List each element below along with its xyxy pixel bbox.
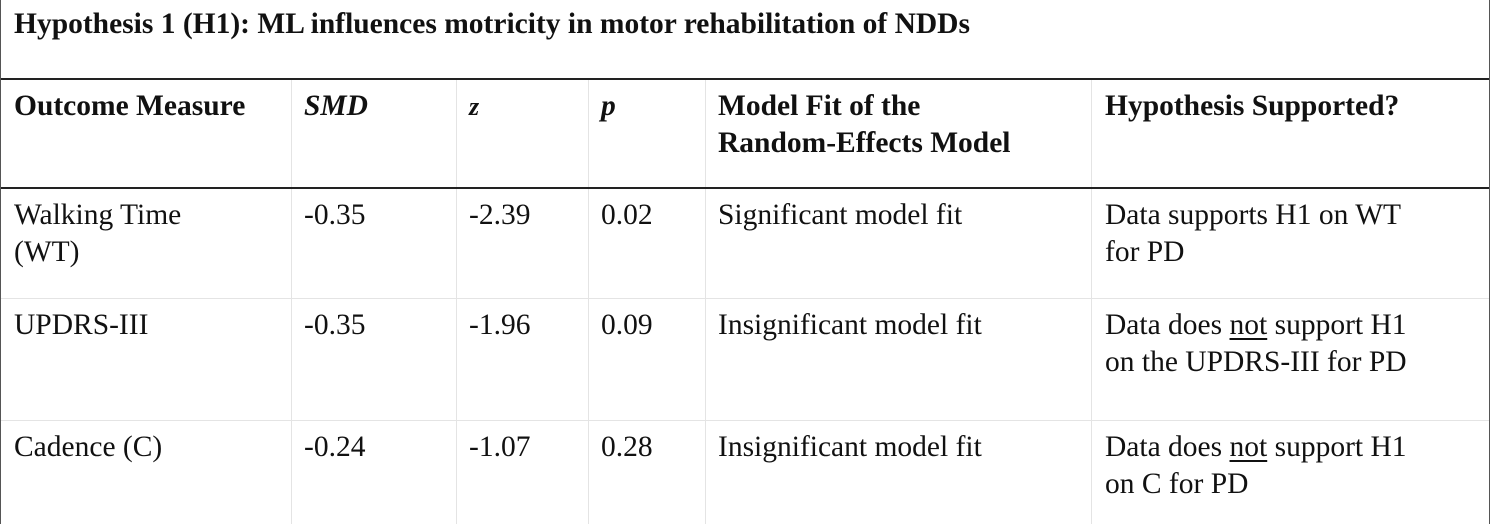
p-cell: 0.02 [588, 189, 705, 298]
header-outcome-measure: Outcome Measure [14, 90, 246, 122]
supported-line1 [1105, 197, 1490, 234]
outcome-line1: UPDRS-III [14, 309, 149, 341]
header-model-fit [705, 80, 1091, 187]
hypothesis-supported-cell [1091, 189, 1490, 298]
model-fit-cell: Insignificant model fit [705, 421, 1091, 524]
header-hypothesis-supported: Hypothesis Supported? [1091, 80, 1490, 187]
supported-text-post: support H1 [1267, 431, 1407, 463]
z-cell: -2.39 [456, 189, 588, 298]
outcome-line2: (WT) [14, 236, 80, 268]
supported-negation: not [1229, 309, 1268, 341]
supported-text-pre: Data does [1105, 431, 1230, 463]
p-cell: 0.09 [588, 299, 705, 420]
outcome-cell [1, 421, 291, 524]
table-row [1, 421, 1489, 524]
table-row [1, 189, 1489, 299]
supported-text-pre: Data does [1105, 309, 1230, 341]
table-title-row [1, 0, 1489, 80]
z-cell: -1.96 [456, 299, 588, 420]
supported-line1 [1105, 429, 1490, 466]
table-header-row [1, 80, 1489, 189]
supported-line2: on C for PD [1105, 468, 1249, 500]
supported-line2: on the UPDRS-III for PD [1105, 346, 1407, 378]
table-title: Hypothesis 1 (H1): ML influences motricity in motor rehabilitation of NDDs [14, 8, 970, 40]
table-row [1, 299, 1489, 421]
outcome-cell [1, 299, 291, 420]
hypothesis-supported-cell [1091, 299, 1490, 420]
supported-negation: not [1229, 431, 1268, 463]
outcome-line1: Walking Time [14, 199, 182, 231]
supported-line1 [1105, 307, 1490, 344]
z-cell: -1.07 [456, 421, 588, 524]
smd-cell: -0.24 [291, 421, 456, 524]
smd-cell: -0.35 [291, 189, 456, 298]
outcome-cell [1, 189, 291, 298]
supported-text-post: support H1 [1267, 309, 1407, 341]
hypothesis-supported-cell [1091, 421, 1490, 524]
outcome-line1: Cadence (C) [14, 431, 163, 463]
header-model-fit-line1: Model Fit of the [718, 90, 921, 122]
supported-text: Data supports H1 on WT [1105, 199, 1402, 231]
header-smd: SMD [291, 80, 456, 187]
model-fit-cell: Insignificant model fit [705, 299, 1091, 420]
smd-cell: -0.35 [291, 299, 456, 420]
header-model-fit-line2: Random-Effects Model [718, 127, 1011, 159]
header-z: z [456, 80, 588, 187]
header-p: p [588, 80, 705, 187]
model-fit-cell: Significant model fit [705, 189, 1091, 298]
p-cell: 0.28 [588, 421, 705, 524]
results-table [1, 80, 1489, 524]
supported-line2: for PD [1105, 236, 1185, 268]
